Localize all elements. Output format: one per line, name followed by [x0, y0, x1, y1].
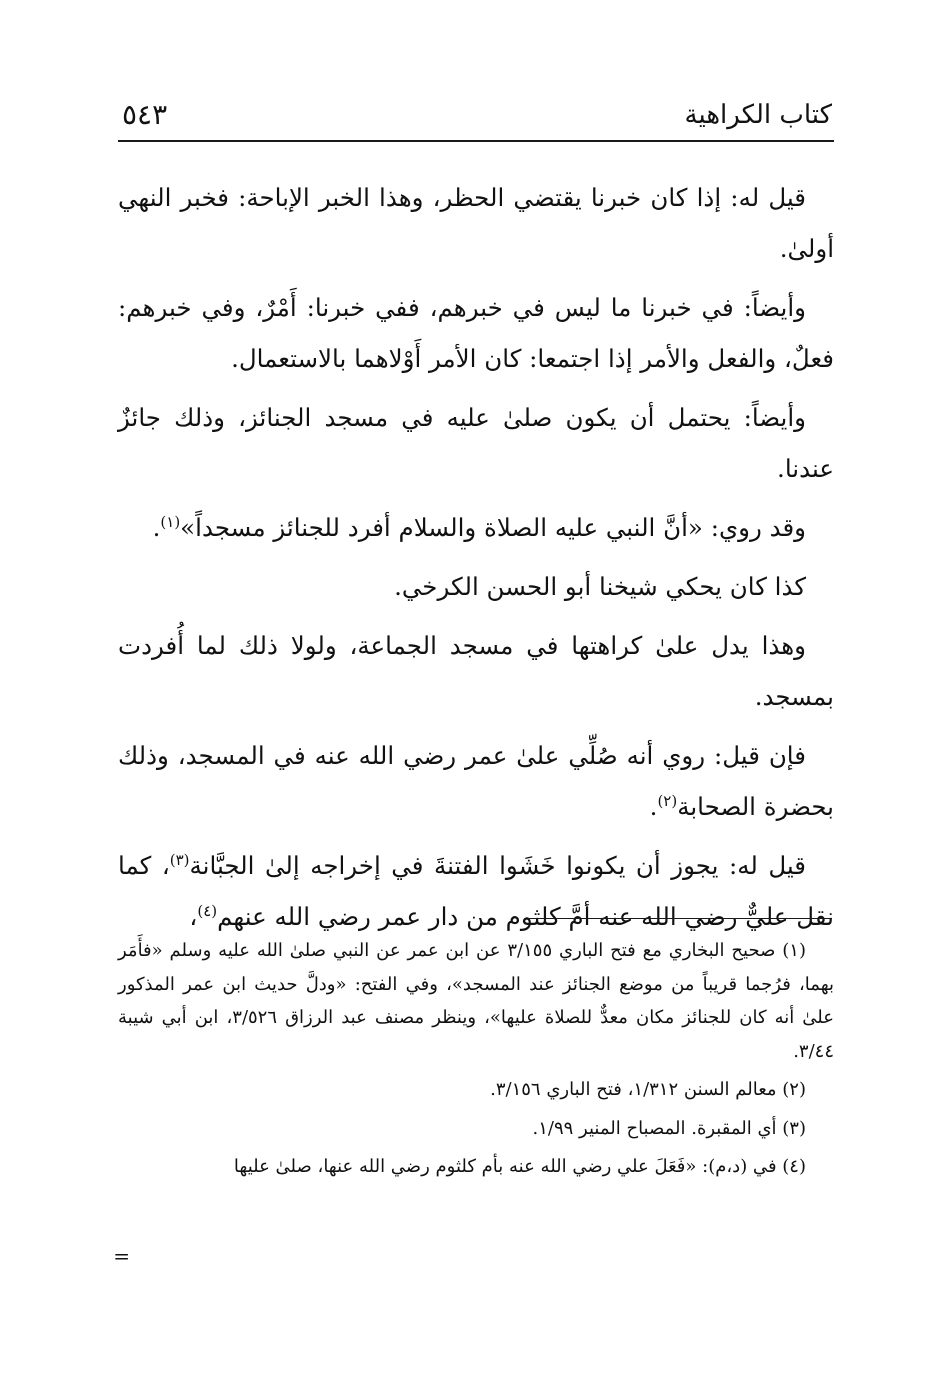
footnotes — [113, 934, 835, 1268]
paragraph: فإن قيل: روي أنه صُلِّي علىٰ عمر رضي الله عنه في المسجد، وذلك بحضرة الصحابة$^{(٢)}$. — [118, 741, 834, 821]
main-text — [118, 172, 834, 950]
footnote-ref: (١) — [160, 513, 181, 531]
paragraph: وقد روي: «أنَّ النبي عليه الصلاة والسلام أفرد للجنائز مسجداً»$^{(١)}$. — [152, 513, 806, 542]
footnote-ref: (٣) — [169, 851, 190, 869]
chapter-title: كتاب الكراهية — [684, 100, 832, 130]
paragraph: قيل له: إذا كان خبرنا يقتضي الحظر، وهذا الخبر الإباحة: فخبر النهي أولىٰ. — [118, 183, 834, 263]
footnote: (١) صحيح البخاري مع فتح الباري ٣/١٥٥ عن ابن عمر عن النبي صلىٰ الله عليه وسلم «فأَمَر بهما، فرُجما قريباً من موضع الجنائز عند المسجد»، وفي الفتح: «ودلَّ حديث ابن عمر المذكور علىٰ أنه كان للجنائز مكان معدٌّ للصلاة عليها»، وينظر مصنف عبد الرزاق ٣/٥٢٦، ابن أبي شيبة ٣/٤٤. — [118, 940, 835, 1062]
footnote-ref: (٢) — [657, 792, 678, 810]
paragraph: قيل له: يجوز أن يكونوا خَشَوا الفتنةَ في إخراجه إلىٰ الجبَّانة$^{(٣)}$، كما نقل عليٌّ رضي الله عنه أمَّ كلثوم من دار عمر رضي الله عنهم$^{(٤)}$، — [118, 851, 834, 931]
paragraph: وأيضاً: في خبرنا ما ليس في خبرهم، ففي خبرنا: أَمْرٌ، وفي خبرهم: فعلٌ، والفعل والأمر إذا اجتمعا: كان الأمر أَوْلاهما بالاستعمال. — [118, 293, 834, 373]
paragraph: وأيضاً: يحتمل أن يكون صلىٰ عليه في مسجد الجنائز، وذلك جائزٌ عندنا. — [118, 403, 834, 483]
page-number: ٥٤٣ — [122, 98, 168, 131]
continuation-mark: = — [113, 1244, 130, 1268]
footnote: (٢) معالم السنن ١/٣١٢، فتح الباري ٣/١٥٦. — [490, 1079, 806, 1100]
running-header — [118, 96, 834, 142]
footnote-ref: (٤) — [197, 902, 218, 920]
paragraph: كذا كان يحكي شيخنا أبو الحسن الكرخي. — [394, 572, 806, 601]
footnote: (٣) أي المقبرة. المصباح المنير ١/٩٩. — [532, 1117, 806, 1139]
paragraph: وهذا يدل علىٰ كراهتها في مسجد الجماعة، ولولا ذلك لما أُفردت بمسجد. — [118, 631, 834, 711]
footnote: (٤) في (د،م): «فَعَلَ علي رضي الله عنه بأم كلثوم رضي الله عنها، صلىٰ عليها — [233, 1156, 806, 1177]
footnote-separator — [528, 918, 832, 919]
